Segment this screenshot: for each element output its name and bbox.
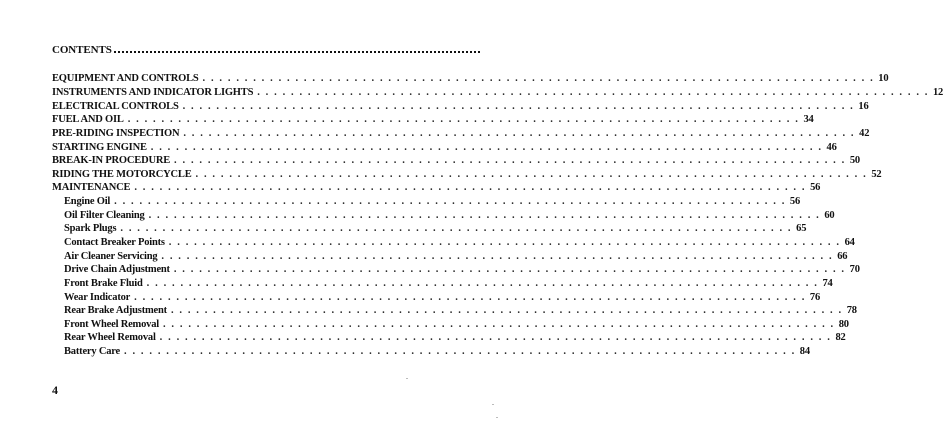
- toc-entry-label: Rear Wheel Removal: [64, 332, 156, 344]
- toc-entry[interactable]: [52, 99, 869, 113]
- toc-leader-dots: . . . . . . . . . . . . . . . . . . . . . . . . . . . . . . . . . . . . . . . . . . . . . . . . . . . . . . . . . . . . . . . . . . . . . . . . . . . . . . . .: [150, 141, 823, 153]
- toc-entry-label: PRE-RIDING INSPECTION: [52, 127, 180, 139]
- toc-entry[interactable]: [52, 113, 814, 127]
- toc-entry-page: 82: [835, 332, 846, 344]
- toc-entry-page: 46: [826, 141, 837, 153]
- contents-dotted-rule: [114, 51, 480, 53]
- toc-entry-label: FUEL AND OIL: [52, 114, 124, 126]
- toc-entry-label: ELECTRICAL CONTROLS: [52, 100, 179, 112]
- toc-leader-dots: . . . . . . . . . . . . . . . . . . . . . . . . . . . . . . . . . . . . . . . . . . . . . . . . . . . . . . . . . . . . . . . . . . . . . . . . . . . . . . . .: [183, 127, 856, 139]
- toc-entry-page: 76: [809, 291, 821, 303]
- toc-entry[interactable]: [52, 181, 821, 195]
- toc-entry-label: Front Brake Fluid: [64, 277, 143, 289]
- toc-leader-dots: . . . . . . . . . . . . . . . . . . . . . . . . . . . . . . . . . . . . . . . . . . . . . . . . . . . . . . . . . . . . . . . . . . . . . . . . . . . . . . . .: [257, 86, 929, 98]
- toc-entry-label: INSTRUMENTS AND INDICATOR LIGHTS: [52, 86, 254, 98]
- toc-entry-page: 78: [846, 305, 857, 317]
- toc-entry-label: MAINTENANCE: [52, 182, 131, 194]
- toc-entry[interactable]: [52, 140, 837, 154]
- toc-entry-page: 56: [789, 196, 801, 208]
- toc-entry-page: 64: [844, 237, 855, 248]
- toc-entry-label: EQUIPMENT AND CONTROLS: [52, 73, 199, 85]
- toc-entry-label: Oil Filter Cleaning: [64, 209, 145, 221]
- toc-entry-label: Air Cleaner Servicing: [64, 250, 158, 262]
- paper-speck: [492, 404, 494, 405]
- toc-entry[interactable]: [52, 127, 870, 141]
- toc-entry[interactable]: [52, 208, 835, 222]
- toc-leader-dots: . . . . . . . . . . . . . . . . . . . . . . . . . . . . . . . . . . . . . . . . . . . . . . . . . . . . . . . . . . . . . . . . . . . . . . . . . . . . . . . .: [159, 332, 832, 344]
- toc-entry-label: Battery Care: [64, 346, 121, 358]
- contents-header: [52, 43, 480, 57]
- toc-entry[interactable]: [52, 195, 801, 209]
- toc-leader-dots: . . . . . . . . . . . . . . . . . . . . . . . . . . . . . . . . . . . . . . . . . . . . . . . . . . . . . . . . . . . . . . . . . . . . . . . . . . . . . . . .: [182, 100, 855, 112]
- toc-entry-label: STARTING ENGINE: [52, 141, 147, 153]
- toc-entry-page: 65: [796, 223, 807, 235]
- toc-entry-page: 42: [859, 127, 870, 139]
- toc-entry-label: Engine Oil: [64, 196, 111, 208]
- toc-entry[interactable]: [52, 318, 849, 332]
- toc-entry[interactable]: [52, 331, 846, 345]
- toc-leader-dots: . . . . . . . . . . . . . . . . . . . . . . . . . . . . . . . . . . . . . . . . . . . . . . . . . . . . . . . . . . . . . . . . . . . . . . . . . . . . . . . .: [134, 182, 807, 194]
- toc-entry-page: 12: [933, 86, 943, 98]
- page-number: 4: [52, 383, 58, 397]
- toc-entry-label: Contact Breaker Points: [64, 237, 165, 248]
- toc-entry-page: 70: [849, 264, 860, 276]
- toc-entry-page: 52: [871, 168, 882, 180]
- toc-entry-page: 66: [837, 250, 848, 262]
- toc-entry-page: 10: [878, 73, 889, 85]
- toc-entry[interactable]: [52, 86, 943, 100]
- toc-entry-label: Drive Chain Adjustment: [64, 264, 170, 276]
- toc-entry[interactable]: [52, 290, 821, 304]
- toc-entry[interactable]: [52, 345, 810, 359]
- toc-entry-page: 84: [799, 346, 810, 358]
- toc-entry[interactable]: [52, 222, 807, 236]
- toc-entry[interactable]: [52, 263, 860, 277]
- paper-speck: [406, 378, 408, 379]
- toc-entry[interactable]: [52, 277, 833, 291]
- toc-entry-label: BREAK-IN PROCEDURE: [52, 155, 171, 167]
- toc-entry-page: 50: [849, 155, 860, 167]
- toc-entry[interactable]: [52, 304, 857, 318]
- toc-leader-dots: . . . . . . . . . . . . . . . . . . . . . . . . . . . . . . . . . . . . . . . . . . . . . . . . . . . . . . . . . . . . . . . . . . . . . . . . . . . . . . . .: [195, 168, 868, 180]
- toc-leader-dots: . . . . . . . . . . . . . . . . . . . . . . . . . . . . . . . . . . . . . . . . . . . . . . . . . . . . . . . . . . . . . . . . . . . . . . . . . . . . . . . .: [162, 318, 835, 330]
- toc-leader-dots: . . . . . . . . . . . . . . . . . . . . . . . . . . . . . . . . . . . . . . . . . . . . . . . . . . . . . . . . . . . . . . . . . . . . . . . . . . . . . . . .: [127, 114, 800, 126]
- toc-leader-dots: . . . . . . . . . . . . . . . . . . . . . . . . . . . . . . . . . . . . . . . . . . . . . . . . . . . . . . . . . . . . . . . . . . . . . . . . . . . . . . . .: [161, 250, 834, 262]
- toc-entry[interactable]: [52, 236, 855, 250]
- table-of-contents: [52, 72, 943, 358]
- toc-leader-dots: . . . . . . . . . . . . . . . . . . . . . . . . . . . . . . . . . . . . . . . . . . . . . . . . . . . . . . . . . . . . . . . . . . . . . . . . . . . . . . . .: [168, 237, 841, 248]
- toc-entry-page: 16: [858, 100, 869, 112]
- toc-leader-dots: . . . . . . . . . . . . . . . . . . . . . . . . . . . . . . . . . . . . . . . . . . . . . . . . . . . . . . . . . . . . . . . . . . . . . . . . . . . . . . . .: [134, 291, 806, 303]
- toc-leader-dots: . . . . . . . . . . . . . . . . . . . . . . . . . . . . . . . . . . . . . . . . . . . . . . . . . . . . . . . . . . . . . . . . . . . . . . . . . . . . . . . .: [202, 73, 875, 85]
- toc-leader-dots: . . . . . . . . . . . . . . . . . . . . . . . . . . . . . . . . . . . . . . . . . . . . . . . . . . . . . . . . . . . . . . . . . . . . . . . . . . . . . . . .: [146, 277, 819, 289]
- toc-entry-label: Rear Brake Adjustment: [64, 305, 167, 317]
- paper-speck: [496, 417, 498, 418]
- toc-entry-page: 60: [824, 209, 835, 221]
- toc-entry-label: Wear Indicator: [64, 291, 131, 303]
- toc-entry-label: Spark Plugs: [64, 223, 117, 235]
- toc-leader-dots: . . . . . . . . . . . . . . . . . . . . . . . . . . . . . . . . . . . . . . . . . . . . . . . . . . . . . . . . . . . . . . . . . . . . . . . . . . . . . . . .: [174, 155, 846, 167]
- toc-entry-page: 80: [838, 318, 849, 330]
- toc-leader-dots: . . . . . . . . . . . . . . . . . . . . . . . . . . . . . . . . . . . . . . . . . . . . . . . . . . . . . . . . . . . . . . . . . . . . . . . . . . . . . . . .: [170, 305, 843, 317]
- toc-leader-dots: . . . . . . . . . . . . . . . . . . . . . . . . . . . . . . . . . . . . . . . . . . . . . . . . . . . . . . . . . . . . . . . . . . . . . . . . . . . . . . . .: [173, 264, 846, 276]
- toc-leader-dots: . . . . . . . . . . . . . . . . . . . . . . . . . . . . . . . . . . . . . . . . . . . . . . . . . . . . . . . . . . . . . . . . . . . . . . . . . . . . . . . .: [114, 196, 786, 208]
- toc-entry-page: 74: [822, 277, 833, 289]
- toc-entry-label: RIDING THE MOTORCYCLE: [52, 168, 192, 180]
- toc-leader-dots: . . . . . . . . . . . . . . . . . . . . . . . . . . . . . . . . . . . . . . . . . . . . . . . . . . . . . . . . . . . . . . . . . . . . . . . . . . . . . . . .: [124, 346, 796, 358]
- toc-entry-label: Front Wheel Removal: [64, 318, 159, 330]
- toc-entry[interactable]: [52, 72, 889, 86]
- toc-entry[interactable]: [52, 167, 882, 181]
- toc-leader-dots: . . . . . . . . . . . . . . . . . . . . . . . . . . . . . . . . . . . . . . . . . . . . . . . . . . . . . . . . . . . . . . . . . . . . . . . . . . . . . . . .: [120, 223, 793, 235]
- toc-leader-dots: . . . . . . . . . . . . . . . . . . . . . . . . . . . . . . . . . . . . . . . . . . . . . . . . . . . . . . . . . . . . . . . . . . . . . . . . . . . . . . . .: [148, 209, 821, 221]
- toc-entry[interactable]: [52, 249, 848, 263]
- toc-entry[interactable]: [52, 154, 860, 168]
- contents-title: CONTENTS: [52, 44, 112, 56]
- toc-entry-page: 34: [803, 114, 814, 126]
- toc-entry-page: 56: [810, 182, 821, 194]
